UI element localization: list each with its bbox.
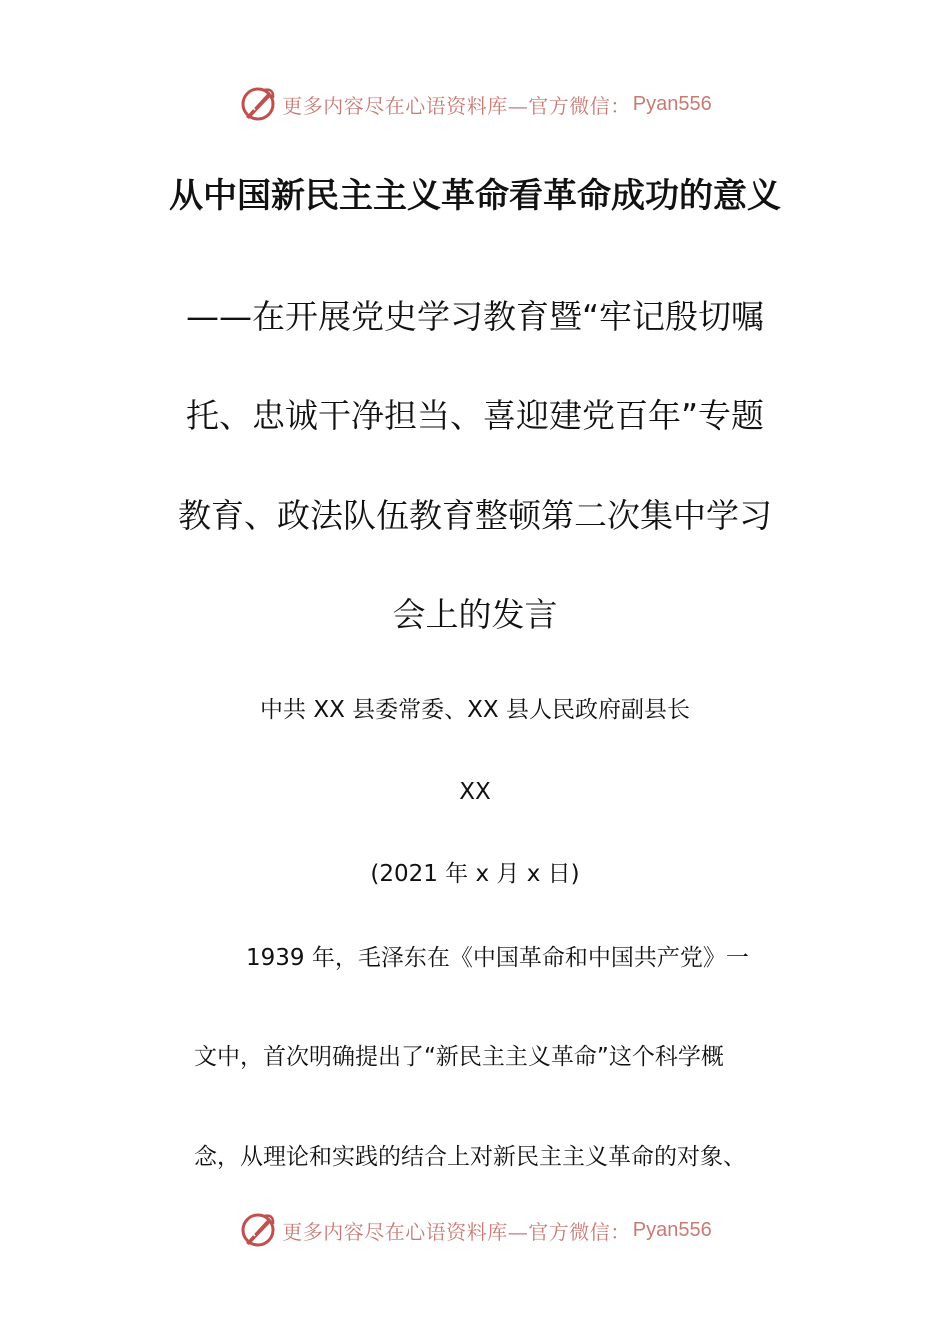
watermark-text: 更多内容尽在心语资料库—官方微信： [282, 1219, 631, 1244]
subtitle-line: 托、忠诚干净担当、喜迎建党百年”专题 [185, 396, 765, 435]
subtitle-line: ——在开展党史学习教育暨“牢记殷切嘱 [185, 297, 765, 336]
subtitle-line: 会上的发言 [392, 595, 558, 634]
watermark-wechat-id: Pyan556 [632, 92, 712, 115]
quill-pen-logo-icon [238, 1210, 278, 1250]
watermark-header [0, 82, 950, 126]
subtitle-line: 教育、政法队伍教育整顿第二次集中学习 [178, 496, 772, 535]
document-title: 从中国新民主主义革命看革命成功的意义 [169, 176, 781, 216]
author-title: 中共 XX 县委常委、XX 县人民政府副县长 [260, 697, 690, 723]
body-line: 1939 年，毛泽东在《中国革命和中国共产党》一 [246, 945, 749, 971]
watermark-wechat-id: Pyan556 [632, 1218, 712, 1241]
watermark-footer [0, 1208, 950, 1252]
author-name: XX [459, 779, 491, 805]
document-date: (2021 年 x 月 x 日) [370, 861, 580, 887]
body-line: 念，从理论和实践的结合上对新民主主义革命的对象、 [194, 1144, 746, 1170]
body-line: 文中，首次明确提出了“新民主主义革命”这个科学概 [194, 1044, 724, 1070]
watermark-text: 更多内容尽在心语资料库—官方微信： [282, 93, 631, 118]
quill-pen-logo-icon [238, 84, 278, 124]
